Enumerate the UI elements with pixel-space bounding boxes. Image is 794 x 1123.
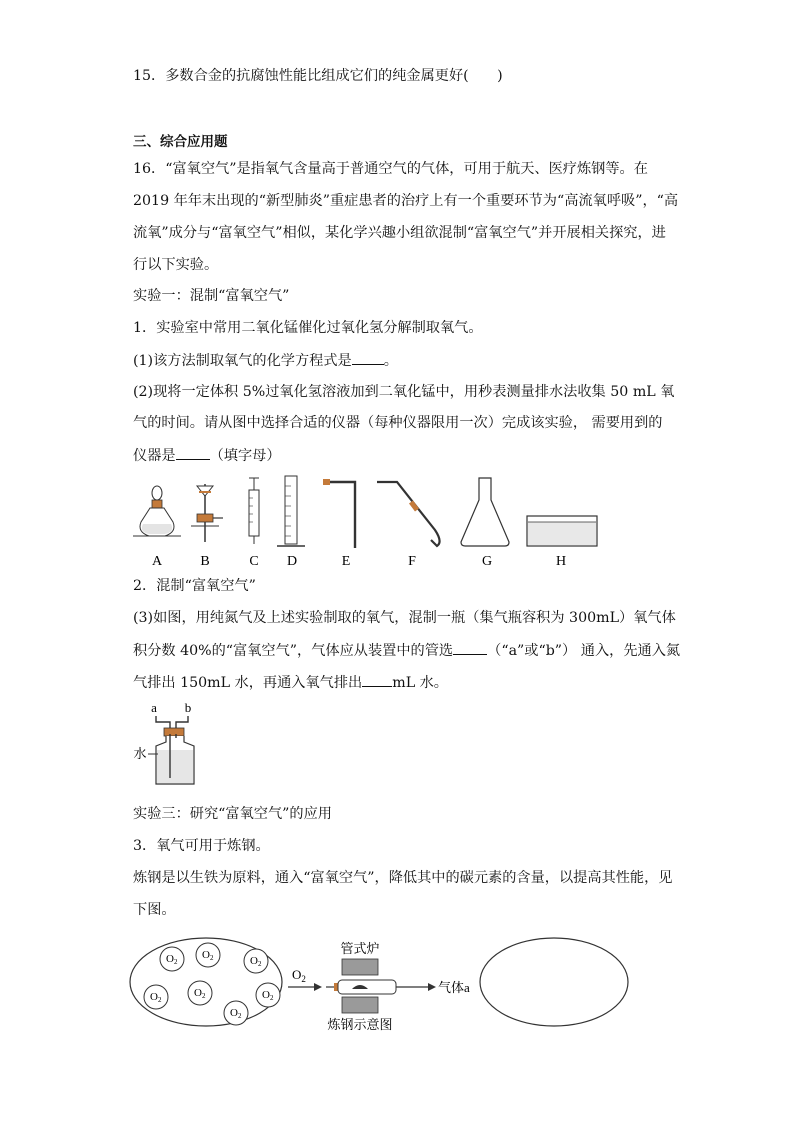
label-D: D	[286, 554, 298, 569]
experiment-3-desc-2: 下图。	[133, 902, 176, 918]
sub-question-1-end: 。	[383, 353, 398, 369]
sub-question-3-text-cont: （“a”或“b”） 通入，先通入氮	[487, 643, 681, 659]
diagram-caption: 炼钢示意图	[327, 1017, 393, 1032]
sub-question-3-line-3	[133, 672, 448, 693]
furnace-top	[342, 959, 378, 975]
label-G: G	[481, 554, 493, 569]
section-heading: 三、综合应用题	[133, 134, 228, 150]
water-trough-icon	[527, 516, 597, 546]
furnace-bottom	[342, 997, 378, 1013]
label-C: C	[249, 554, 259, 569]
experiment-1-title: 实验一：混制“富氧空气”	[133, 288, 290, 304]
sub-question-2-line-2: 气的时间。请从图中选择合适的仪器（每种仪器限用一次）完成该实验， 需要用到的	[133, 415, 663, 431]
sub-question-3-text-2: 气排出 150mL 水，再通入氧气排出	[133, 675, 363, 691]
oxygen-molecule-label: O2	[230, 1007, 242, 1020]
oxygen-molecule-label: O2	[150, 991, 162, 1004]
answer-blank-4[interactable]	[362, 672, 392, 687]
label-H: H	[555, 554, 567, 569]
sub-question-3-end: mL 水。	[392, 675, 448, 691]
experiment-3-desc-1: 炼钢是以生铁为原料，通入“富氧空气”，降低其中的碳元素的含量，以提高其性能，见	[133, 870, 673, 886]
label-A: A	[151, 554, 163, 569]
item-2-title: 2．混制“富氧空气”	[133, 578, 256, 594]
gas-bottle-figure	[130, 698, 220, 788]
sub-question-2-text: 仪器是	[133, 448, 176, 464]
oxygen-molecule-label: O2	[194, 987, 206, 1000]
sub-question-3-text: 积分数 40%的“富氧空气”，气体应从装置中的管选	[133, 643, 454, 659]
stoppered-funnel-icon	[191, 484, 223, 542]
sub-question-2-end: （填字母）	[209, 448, 281, 464]
experiment-3-item-3: 3．氧气可用于炼钢。	[133, 838, 270, 854]
oxygen-molecule-label: O2	[202, 949, 214, 962]
experiment-1-item-1: 1．实验室中常用二氧化锰催化过氧化氢分解制取氧气。	[133, 320, 483, 336]
sub-question-3-line-2	[133, 640, 680, 661]
arrow-o2-label: $O_2$	[292, 967, 306, 984]
sub-question-2-line-3	[133, 445, 281, 466]
answer-blank-3[interactable]	[453, 640, 487, 655]
oxygen-molecule-label: O2	[262, 989, 274, 1002]
label-F: F	[408, 554, 416, 569]
gas-a-label: 气体a	[438, 980, 470, 995]
delivery-tube-icon	[377, 482, 440, 546]
syringe-icon	[249, 478, 259, 544]
question-16-line-4: 行以下实验。	[133, 257, 219, 273]
question-15: 15．多数合金的抗腐蚀性能比组成它们的纯金属更好( )	[133, 68, 503, 84]
question-16-line-3: 流氧”成分与“富氧空气”相似，某化学兴趣小组欲混制“富氧空气”并开展相关探究，进	[133, 225, 666, 241]
water-label: 水	[133, 746, 147, 761]
tube-label-a: a	[151, 700, 157, 715]
apparatus-figure	[125, 470, 605, 570]
furnace-label: 管式炉	[340, 941, 380, 956]
answer-blank-1[interactable]	[352, 350, 384, 365]
answer-blank-2[interactable]	[176, 445, 210, 460]
graduated-cylinder-icon	[277, 476, 305, 546]
sub-question-2-line-1: (2)现将一定体积 5%过氧化氢溶液加到二氧化锰中，用秒表测量排水法收集 50 mL 氧	[133, 384, 675, 400]
experiment-3-title: 实验三：研究“富氧空气”的应用	[133, 806, 332, 822]
oxygen-molecule-label: O2	[250, 955, 262, 968]
sub-question-3-line-1: (3)如图，用纯氮气及上述实验制取的氧气，混制一瓶（集气瓶容积为 300mL）氧气体	[133, 610, 676, 626]
label-E: E	[341, 554, 351, 569]
sub-question-1	[133, 350, 398, 371]
question-16-line-1: 16．“富氧空气”是指氧气含量高于普通空气的气体，可用于航天、医疗炼钢等。在	[133, 161, 648, 177]
alcohol-lamp-icon	[133, 486, 181, 536]
conical-flask-icon	[461, 478, 509, 546]
sub-question-1-text: (1)该方法制取氧气的化学方程式是	[133, 353, 352, 369]
question-16-line-2: 2019 年年末出现的“新型肺炎”重症患者的治疗上有一个重要环节为“高流氧呼吸”，“高	[133, 193, 679, 209]
tube-label-b: b	[184, 700, 192, 715]
steelmaking-diagram	[128, 935, 648, 1035]
answer-ellipse	[480, 938, 628, 1026]
label-B: B	[200, 554, 210, 569]
bent-tube-icon	[323, 479, 355, 548]
oxygen-molecule-label: O2	[166, 953, 178, 966]
